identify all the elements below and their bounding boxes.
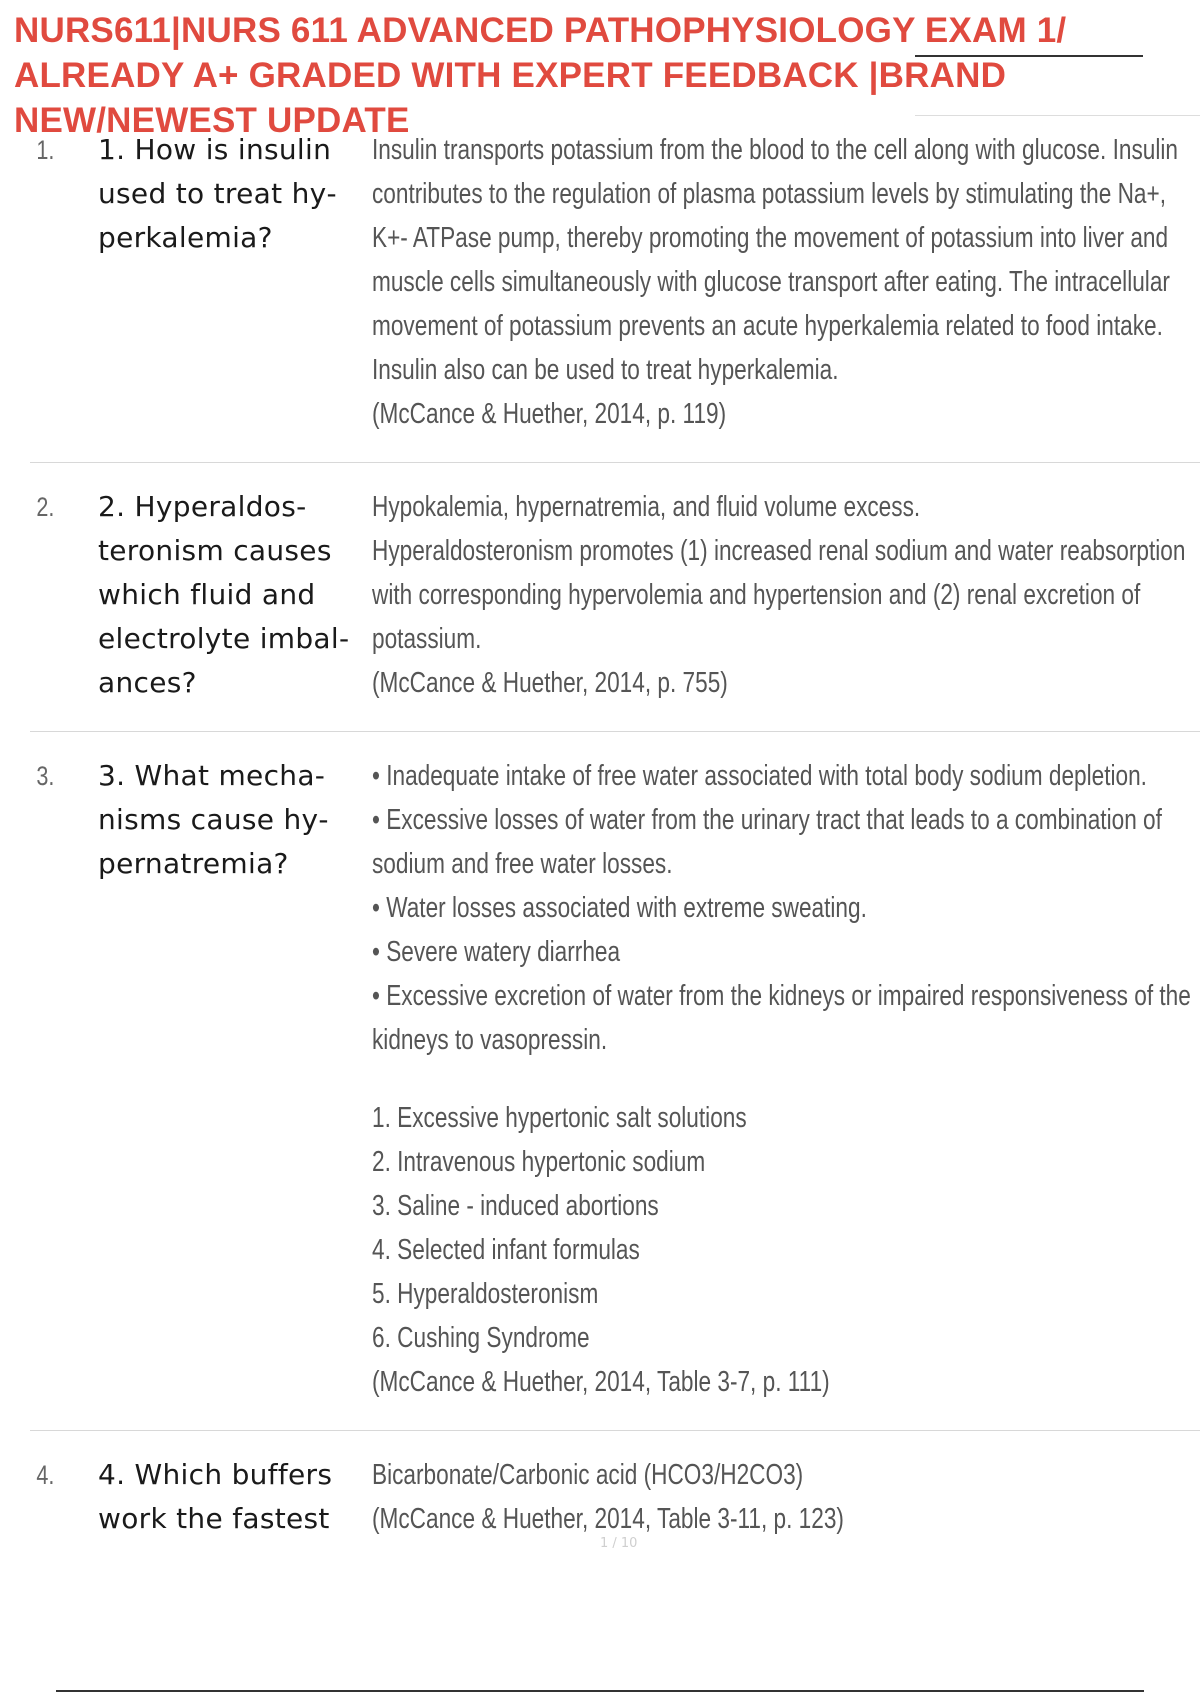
answer-bullet: • Excessive excretion of water from the kidneys or impaired responsiveness of the <box>372 980 1191 1012</box>
title-line: NURS611|NURS 611 ADVANCED PATHOPHYSIOLOGY EXAM 1/ <box>14 11 1067 50</box>
title-line: NEW/NEWEST UPDATE <box>14 101 410 140</box>
citation: (McCance & Huether, 2014, Table 3-7, p. 111) <box>372 1366 830 1398</box>
answer-bullet: • Excessive losses of water from the urinary tract that leads to a combination of <box>372 804 1162 836</box>
flashcard-row <box>30 128 1200 463</box>
title-line: ALREADY A+ GRADED WITH EXPERT FEEDBACK |BRAND <box>14 56 1007 95</box>
answer-line: movement of potassium prevents an acute hyperkalemia related to food intake. <box>372 310 1163 342</box>
answer-text <box>370 128 1200 436</box>
question-text: 3. What mechanisms cause hypernatremia? <box>98 759 329 880</box>
answer-line: sodium and free water losses. <box>372 848 673 880</box>
row-number: 1. <box>36 135 55 165</box>
answer-spacer <box>372 1062 1200 1096</box>
answer-line: Insulin transports potassium from the blood to the cell along with glucose. Insulin <box>372 134 1178 166</box>
header-underline <box>915 55 1143 57</box>
answer-line: kidneys to vasopressin. <box>372 1024 608 1056</box>
answer-list-item: 5. Hyperaldosteronism <box>372 1278 599 1310</box>
flashcard-row <box>30 754 1200 1431</box>
flashcard-row <box>30 485 1200 732</box>
flashcard-list <box>30 128 1200 1589</box>
answer-bullet: • Inadequate intake of free water associated with total body sodium depletion. <box>372 760 1147 792</box>
answer-line: with corresponding hypervolemia and hypertension and (2) renal excretion of <box>372 579 1141 611</box>
document-title <box>14 8 1164 143</box>
question-text: 1. How is insulin used to treat hyperkalemia? <box>98 133 337 254</box>
citation: (McCance & Huether, 2014, Table 3-11, p. 123) <box>372 1503 844 1535</box>
page-number: 1 / 10 <box>600 1536 638 1551</box>
answer-bullet: • Water losses associated with extreme sweating. <box>372 892 867 924</box>
answer-text <box>370 1453 1200 1541</box>
answer-text <box>370 754 1200 1404</box>
answer-line: Insulin also can be used to treat hyperkalemia. <box>372 354 839 386</box>
answer-list-item: 2. Intravenous hypertonic sodium <box>372 1146 706 1178</box>
footer-rule <box>56 1690 1144 1692</box>
answer-line: Hyperaldosteronism promotes (1) increased renal sodium and water reabsorption <box>372 535 1186 567</box>
citation: (McCance & Huether, 2014, p. 755) <box>372 667 728 699</box>
answer-line: Bicarbonate/Carbonic acid (HCO3/H2CO3) <box>372 1459 804 1491</box>
citation: (McCance & Huether, 2014, p. 119) <box>372 398 727 430</box>
answer-bullet: • Severe watery diarrhea <box>372 936 621 968</box>
answer-line: K+- ATPase pump, thereby promoting the movement of potassium into liver and <box>372 222 1169 254</box>
row-number: 3. <box>36 761 55 791</box>
answer-list-item: 4. Selected infant formulas <box>372 1234 640 1266</box>
answer-text <box>370 485 1200 705</box>
question-text: 4. Which buffers work the fastest <box>98 1458 333 1535</box>
answer-list-item: 1. Excessive hypertonic salt solutions <box>372 1102 747 1134</box>
header-divider <box>915 115 1200 116</box>
answer-line: Hypokalemia, hypernatremia, and fluid volume excess. <box>372 491 921 523</box>
row-number: 4. <box>36 1460 55 1490</box>
answer-list-item: 6. Cushing Syndrome <box>372 1322 590 1354</box>
answer-line: potassium. <box>372 623 482 655</box>
answer-line: contributes to the regulation of plasma potassium levels by stimulating the Na+, <box>372 178 1167 210</box>
question-text: 2. Hyperaldosteronism causes which fluid and electrolyte imbalances? <box>98 490 350 699</box>
row-number: 2. <box>36 492 55 522</box>
answer-line: muscle cells simultaneously with glucose transport after eating. The intracellular <box>372 266 1170 298</box>
answer-list-item: 3. Saline - induced abortions <box>372 1190 659 1222</box>
